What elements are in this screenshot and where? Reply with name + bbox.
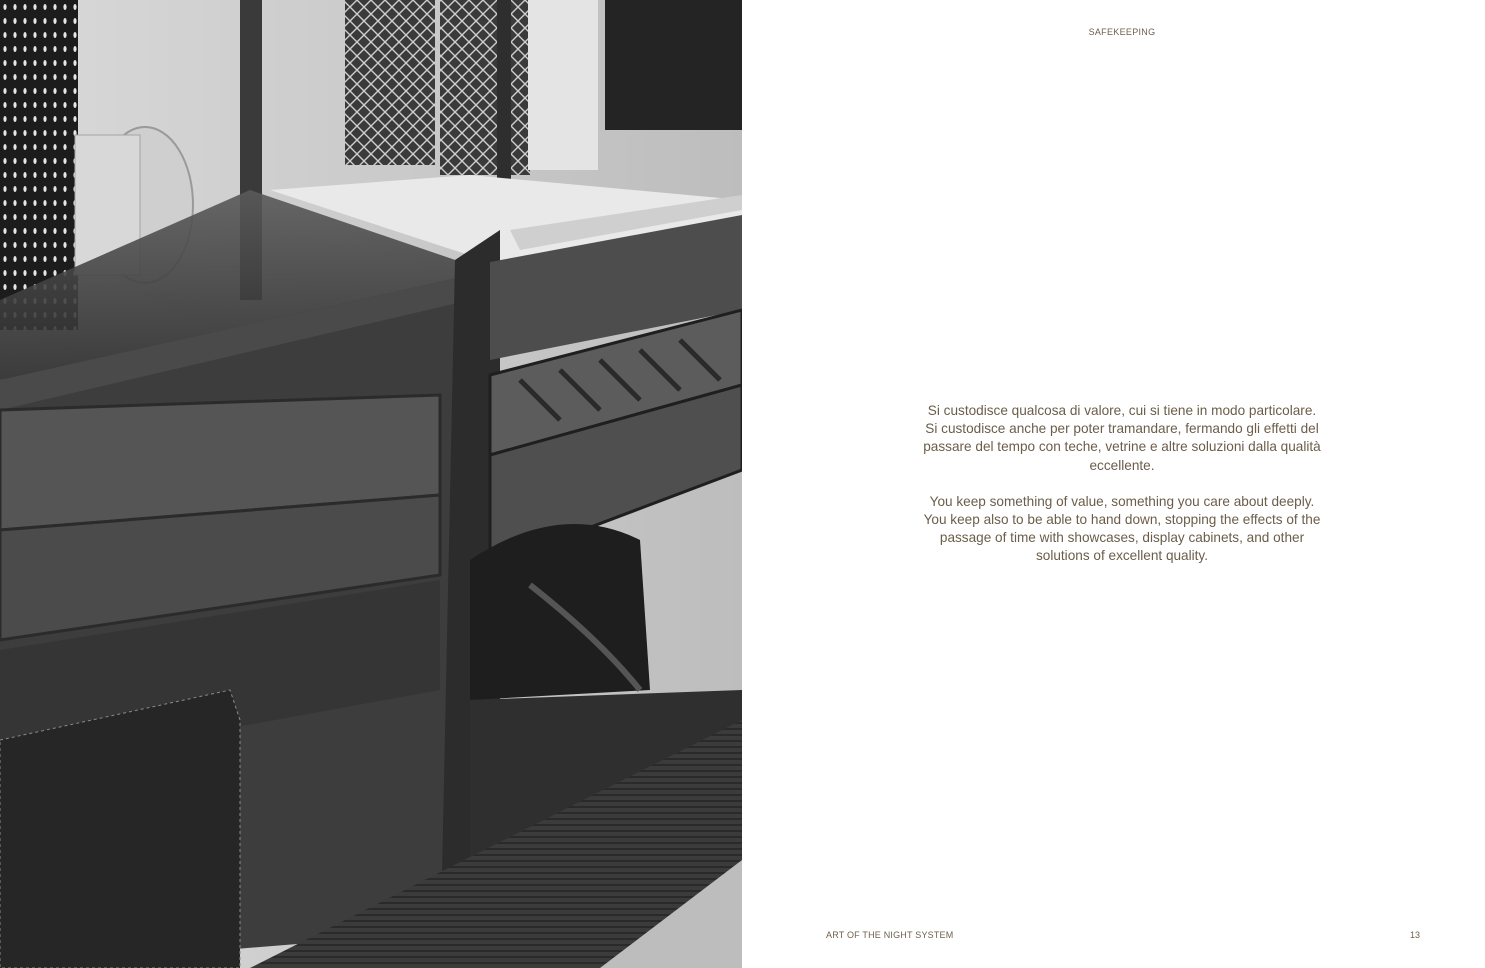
paragraph-italian: Si custodisce qualcosa di valore, cui si tiene in modo particolare. Si custodisce anche per poter tramandare, fermando gli effetti del passare del tempo con teche, vetrine e altre soluzioni dalla qualità eccellente. <box>923 403 1321 473</box>
footer-collection-name: ART OF THE NIGHT SYSTEM <box>826 930 954 940</box>
text-page <box>742 0 1485 968</box>
wardrobe-photo <box>0 0 742 968</box>
page-number: 13 <box>1410 930 1421 940</box>
paragraph-english: You keep something of value, something you care about deeply. You keep also to be able to hand down, stopping the effects of the passage of time with showcases, display cabinets, and other solutions of excellent quality. <box>923 493 1321 564</box>
wardrobe-illustration <box>0 0 742 968</box>
section-title: SAFEKEEPING <box>1088 27 1156 37</box>
body-text <box>922 402 1322 584</box>
